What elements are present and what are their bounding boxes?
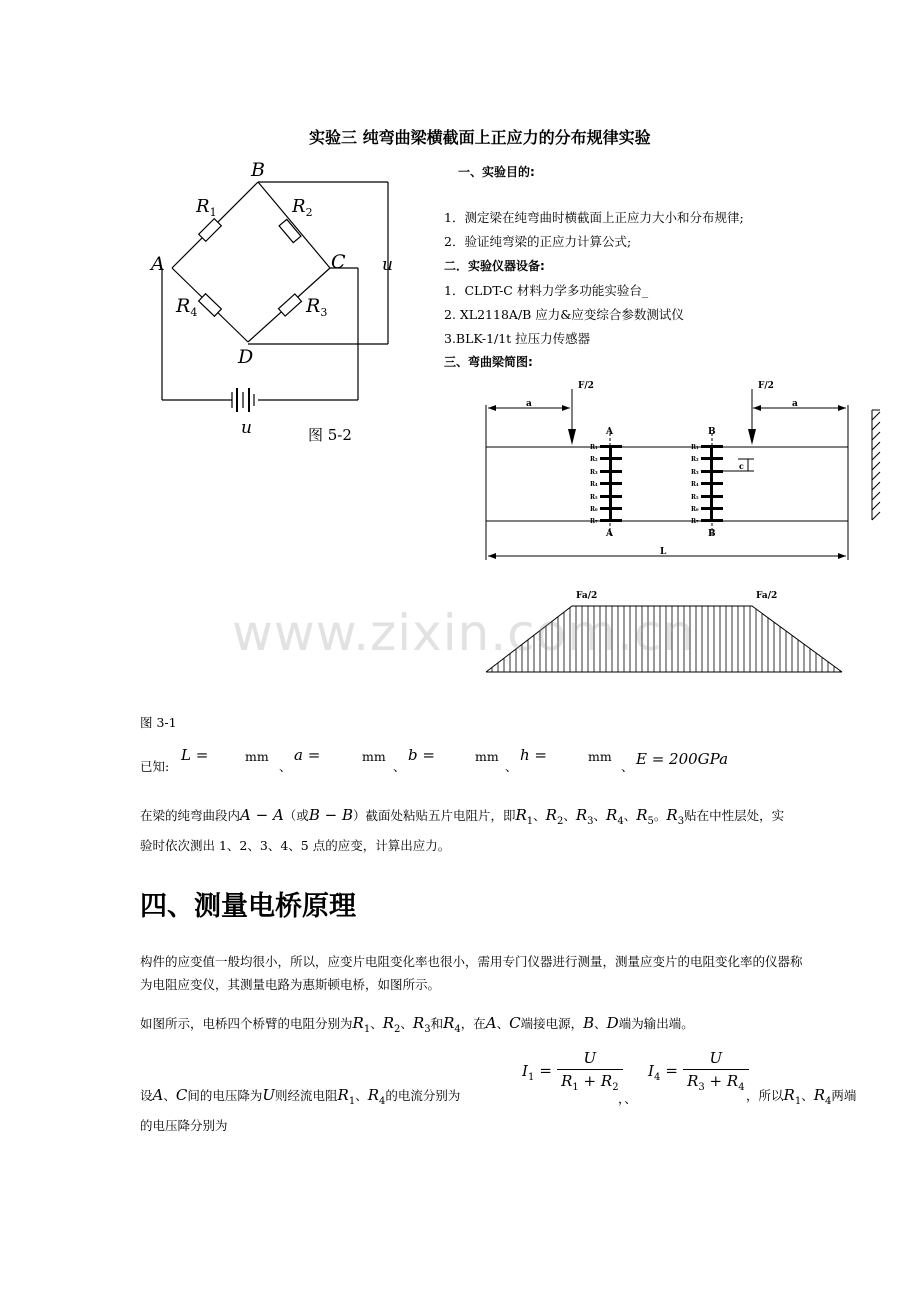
fig-caption: 图 3-1 xyxy=(140,715,177,730)
known-sep-3: 、 xyxy=(505,759,518,774)
watermark: www.zixin.com.cn xyxy=(232,604,696,662)
formula-sep: ，、 xyxy=(618,1091,637,1106)
r3-label: R xyxy=(306,295,321,317)
gauge-a-r2: R₂ xyxy=(590,456,598,463)
dim-c-label: c xyxy=(739,461,744,471)
known-sep-1: 、 xyxy=(279,759,292,774)
known-label: 已知: xyxy=(140,759,170,774)
dim-a-right: a xyxy=(792,399,798,409)
sym-r5: $R_5$ xyxy=(636,806,654,827)
support-wall-icon xyxy=(872,410,880,520)
section2-item-3: 3.BLK-1/1t 拉压力传感器 xyxy=(444,331,591,346)
known-l-unit: mm xyxy=(245,749,269,764)
gauge-b-r7: R₇ xyxy=(691,518,699,525)
sym-r3: $R_3$ xyxy=(575,806,594,827)
dim-a-left: a xyxy=(526,399,532,409)
force-left-arrow-icon xyxy=(568,429,576,445)
beam-diagram xyxy=(480,375,885,565)
formula-i4: $I_4$ = $\frac{U}{R_3 + R_4}$ xyxy=(648,1049,749,1093)
gauge-a-r3: R₃ xyxy=(590,469,598,476)
para2-line1: 构件的应变值一般均很小，所以，应变片电阻变化率也很小，需用专门仪器进行测量，测量应变片的电阻变化率的仪器称 xyxy=(140,954,803,969)
para1-line2: 验时依次测出 1、2、3、4、5 点的应变，计算出应力。 xyxy=(140,838,451,853)
resistor-r2 xyxy=(279,219,301,242)
node-d-label: D xyxy=(238,346,254,368)
gauge-b-r1: R₁ xyxy=(691,444,699,451)
section1-item-1: 1．测定梁在纯弯曲时横截面上正应力大小和分布规律; xyxy=(444,210,744,225)
force-right-label: F/2 xyxy=(758,381,774,391)
node-c-label: C xyxy=(331,251,346,273)
sec-a-bottom: A xyxy=(606,529,613,539)
battery-icon xyxy=(232,388,254,412)
section2-item-1: 1．CLDT-C 材料力学多功能实验台_ xyxy=(444,283,649,298)
r4-sub: 4 xyxy=(190,306,198,319)
section2-item-2: 2. XL2118A/B 应力&应变综合参数测试仪 xyxy=(444,307,684,322)
sym-r1: $R_1$ xyxy=(515,806,534,827)
gauge-b-r6: R₆ xyxy=(691,506,699,513)
para4-line2: 的电压降分别为 xyxy=(140,1118,228,1133)
svg-text:R4 xyxy=(175,295,197,319)
known-h-unit: mm xyxy=(588,749,612,764)
u-output-label: u xyxy=(382,255,393,275)
para3-line: 如图所示，电桥四个桥臂的电阻分别为$R_1$、$R_2$、$R_3$和$R_4$，在A、C端接电源，B、D端为输出端。 xyxy=(140,1014,694,1035)
resistor-r1 xyxy=(199,219,222,242)
svg-text:R3 xyxy=(305,295,327,319)
gauge-a-r6: R₆ xyxy=(590,506,598,513)
section4-heading: 四、测量电桥原理 xyxy=(140,891,356,922)
gauges-section-a xyxy=(600,445,622,522)
section1-heading: 一、实验目的: xyxy=(458,165,535,179)
node-b-label: B xyxy=(251,159,265,181)
gauge-b-r4: R₄ xyxy=(691,481,699,488)
known-b-unit: mm xyxy=(475,749,499,764)
resistor-r4 xyxy=(199,294,222,316)
known-sep-2: 、 xyxy=(393,759,406,774)
sec-b-top: B xyxy=(708,427,716,437)
r1-sub: 1 xyxy=(209,206,217,219)
sym-r2: $R_2$ xyxy=(545,806,564,827)
formula-i1: $I_1$ = $\frac{U}{R_1 + R_2}$ xyxy=(522,1049,623,1093)
sec-b-bottom: B xyxy=(708,529,716,539)
gauge-a-r7: R₇ xyxy=(590,518,598,525)
r1-label: R xyxy=(196,196,210,217)
para1-line1: 在梁的纯弯曲段内A − A（或B − B）截面处粘贴五片电阻片，即$R_1$、$R_2$、$R_3$、$R_4$、$R_5$。$R_3$贴在中性层处，实 xyxy=(140,806,785,827)
gauge-a-r1: R₁ xyxy=(590,444,598,451)
page-title: 实验三 纯弯曲梁横截面上正应力的分布规律实验 xyxy=(309,128,651,147)
r2-sub: 2 xyxy=(305,206,313,219)
svg-text:R2 xyxy=(291,196,313,219)
length-label: L xyxy=(660,547,667,557)
r3-sub: 3 xyxy=(320,306,328,319)
moment-right-label: Fa/2 xyxy=(756,591,778,601)
known-b: b = xyxy=(408,746,435,764)
sec-a-top: A xyxy=(606,427,613,437)
sym-r4: $R_4$ xyxy=(606,806,624,827)
known-a-unit: mm xyxy=(362,749,386,764)
gauge-a-r4: R₄ xyxy=(590,481,598,488)
known-a: a = xyxy=(294,746,321,764)
gauge-a-r5: R₅ xyxy=(590,494,598,501)
para4-line1-right: ，所以$R_1$、$R_4$两端 xyxy=(746,1086,857,1107)
circuit-caption: 图 5-2 xyxy=(308,426,352,444)
known-h: h = xyxy=(520,746,547,764)
bridge-circuit-diagram xyxy=(140,150,430,450)
u-supply-label: u xyxy=(241,418,252,438)
force-left-label: F/2 xyxy=(578,381,594,391)
svg-text:R1 xyxy=(195,196,217,219)
section2-heading: 二．实验仪器设备: xyxy=(444,259,545,273)
gauge-b-r3: R₃ xyxy=(691,469,699,476)
gauge-b-r5: R₅ xyxy=(691,494,699,501)
node-a-label: A xyxy=(151,253,165,275)
r2-label: R xyxy=(292,196,306,217)
gauges-section-b xyxy=(701,445,723,522)
para2-line2: 为电阻应变仪，其测量电路为惠斯顿电桥，如图所示。 xyxy=(140,977,441,992)
r4-label: R xyxy=(176,295,191,317)
para4-line1-left: 设A、C间的电压降为U则经流电阻$R_1$、$R_4$的电流分别为 xyxy=(140,1086,461,1107)
known-l: L = xyxy=(181,746,209,764)
known-sep-4: 、 xyxy=(621,759,634,774)
sym-r3-neutral: $R_3$ xyxy=(666,806,685,827)
section3-heading: 三、弯曲梁简图: xyxy=(444,355,533,369)
resistor-r3 xyxy=(278,294,301,316)
gauge-b-r2: R₂ xyxy=(691,456,699,463)
section1-item-2: 2．验证纯弯梁的正应力计算公式; xyxy=(444,234,632,249)
force-right-arrow-icon xyxy=(748,429,756,445)
moment-left-label: Fa/2 xyxy=(576,591,598,601)
known-e: E = 200GPa xyxy=(636,750,729,768)
